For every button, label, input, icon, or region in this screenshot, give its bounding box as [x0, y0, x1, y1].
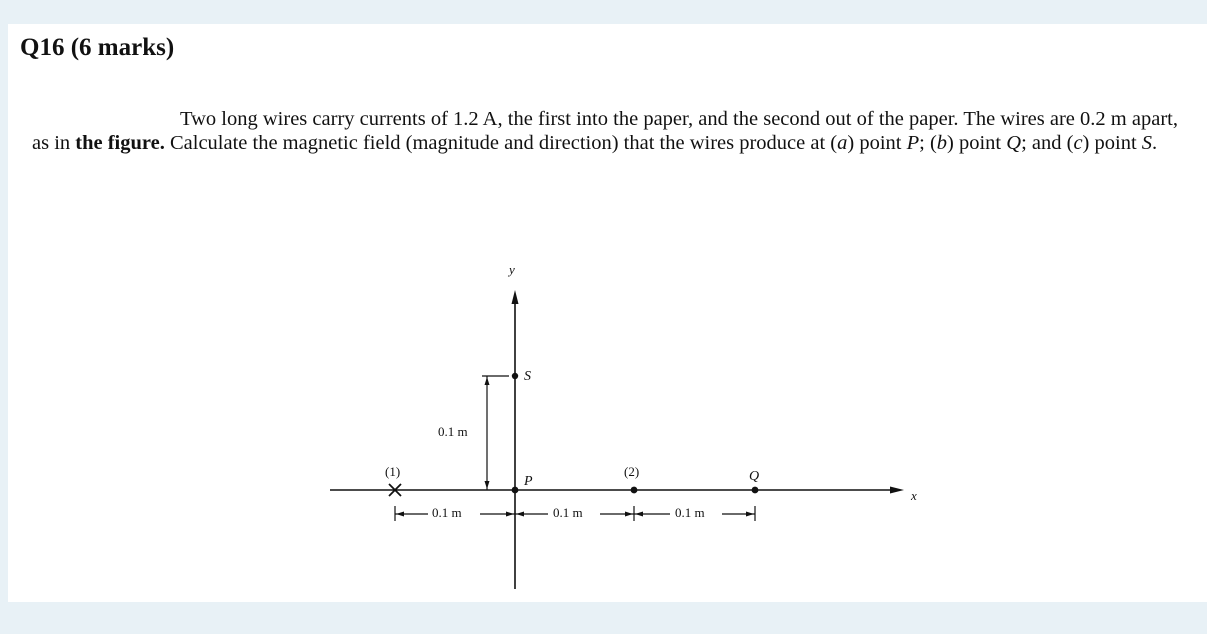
part-b-label: b: [936, 132, 948, 154]
wire-1-label: (1): [385, 464, 401, 479]
question-card: [8, 24, 1207, 602]
question-text-part-6: ; and (: [1021, 132, 1074, 154]
wire-2-dot: [631, 487, 638, 494]
question-text-part-3: ) point: [847, 132, 907, 154]
dim-right-arrow-end: [746, 512, 754, 517]
question-text-part-4: ; (: [919, 132, 937, 154]
y-axis-arrowhead: [512, 290, 519, 304]
point-q-ref: Q: [1006, 132, 1022, 154]
dim-middle-label: 0.1 m: [553, 505, 583, 520]
dim-left-label: 0.1 m: [432, 505, 462, 520]
vertical-dimension-label: 0.1 m: [438, 424, 468, 439]
dim-right-arrow-start: [635, 512, 643, 517]
vertical-dimension-arrow-down: [485, 481, 490, 489]
dim-right-label: 0.1 m: [675, 505, 705, 520]
figure-reference: the figure.: [75, 132, 165, 154]
wire-2-label: (2): [624, 464, 640, 479]
point-p-label: P: [524, 474, 533, 489]
question-title: Q16 (6 marks): [20, 34, 175, 61]
x-axis-arrowhead: [890, 487, 904, 494]
point-s-dot: [512, 373, 518, 379]
dim-middle-arrow-end: [625, 512, 633, 517]
y-axis-label: y: [509, 262, 515, 277]
dim-left-arrow-start: [396, 512, 404, 517]
part-a-label: a: [837, 132, 848, 154]
dim-middle-arrow-start: [516, 512, 524, 517]
point-s-ref: S: [1141, 132, 1153, 154]
part-c-label: c: [1073, 132, 1083, 154]
point-s-label: S: [524, 369, 531, 384]
point-q-dot: [752, 487, 759, 494]
point-p-dot: [512, 487, 519, 494]
question-text-part-8: .: [1152, 132, 1158, 154]
point-p-ref: P: [906, 132, 920, 154]
x-axis-label: x: [911, 488, 917, 503]
question-text-part-2: Calculate the magnetic field (magnitude and direction) that the wires produce at (: [164, 132, 838, 154]
question-text-part-1: Two long wires carry currents of 1.2 A, the first into the paper, and the second out of the paper. The wires are 0.2 m apart, as in: [32, 108, 1178, 154]
question-text-part-5: ) point: [947, 132, 1007, 154]
question-text-part-7: ) point: [1082, 132, 1142, 154]
vertical-dimension-arrow-up: [485, 377, 490, 385]
point-q-label: Q: [749, 469, 760, 484]
wire-diagram: [8, 24, 1207, 602]
dim-left-arrow-end: [506, 512, 514, 517]
